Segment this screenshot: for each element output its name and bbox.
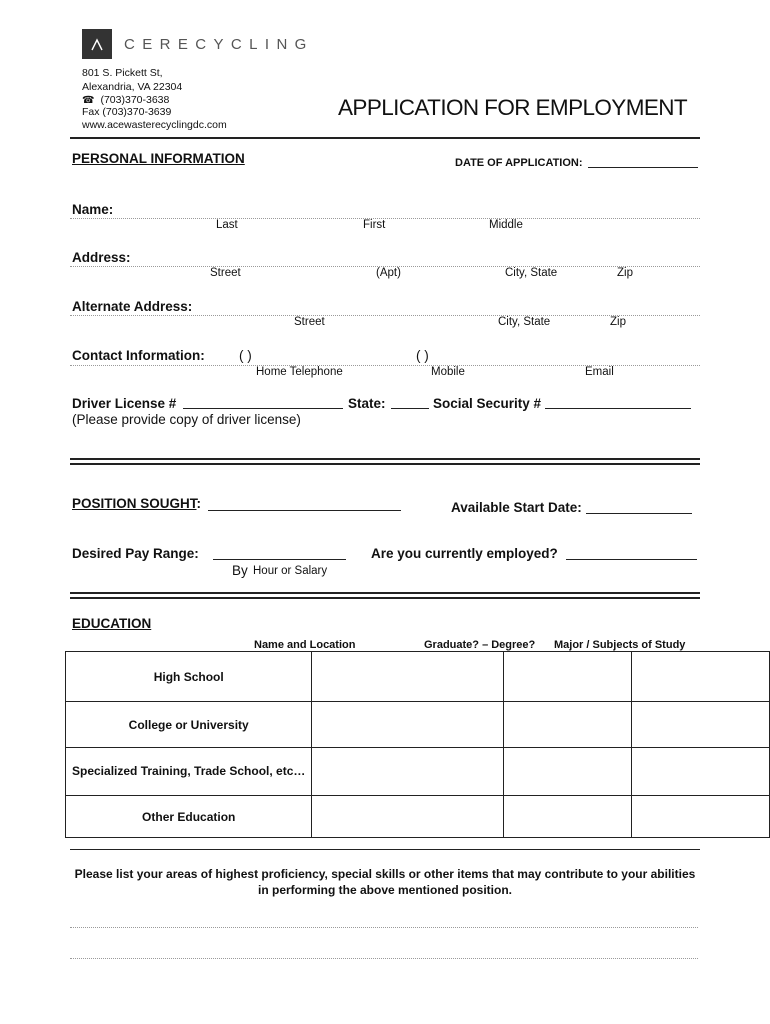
- edu-header-graduate-degree: Graduate? – Degree?: [424, 639, 536, 651]
- address-zip-label: Zip: [617, 267, 633, 279]
- edu-degree-cell[interactable]: [504, 748, 631, 796]
- table-row: [66, 652, 770, 702]
- edu-row-label: Other Education: [66, 796, 312, 838]
- alt-address-label: Alternate Address:: [72, 299, 193, 314]
- company-phone-line: [82, 94, 169, 106]
- address-street-label: Street: [210, 267, 241, 279]
- form-title: APPLICATION FOR EMPLOYMENT: [338, 95, 688, 120]
- contact-label: Contact Information:: [72, 348, 205, 363]
- company-logo: [82, 29, 112, 59]
- mobile-area-code[interactable]: ( ): [416, 348, 429, 363]
- company-phone: (703)370-3638: [100, 94, 170, 106]
- position-sought-line: [72, 496, 201, 511]
- alt-address-zip-label: Zip: [610, 316, 626, 328]
- position-sought-label: POSITION SOUGHT: [72, 496, 197, 511]
- driver-license-label: Driver License #: [72, 396, 177, 411]
- ssn-label: Social Security #: [433, 396, 542, 411]
- edu-name-location-cell[interactable]: [312, 702, 504, 748]
- edu-major-cell[interactable]: [631, 702, 769, 748]
- mobile-label: Mobile: [431, 366, 465, 378]
- edu-header-major: Major / Subjects of Study: [554, 639, 686, 651]
- start-date-label: Available Start Date:: [451, 500, 582, 515]
- driver-license-field[interactable]: [183, 398, 343, 409]
- date-of-application-field[interactable]: [588, 157, 698, 168]
- company-fax: Fax (703)370-3639: [82, 106, 172, 118]
- logo-text: CERECYCLING: [124, 36, 314, 53]
- pay-range-field[interactable]: [213, 549, 346, 560]
- currently-employed-label: Are you currently employed?: [371, 546, 558, 561]
- edu-row-label: High School: [66, 652, 312, 702]
- edu-degree-cell[interactable]: [504, 702, 631, 748]
- company-street: 801 S. Pickett St,: [82, 67, 163, 79]
- edu-degree-cell[interactable]: [504, 796, 631, 838]
- pay-by-label: By: [232, 563, 248, 578]
- home-phone-area-code[interactable]: ( ): [239, 348, 252, 363]
- education-table: [65, 651, 770, 838]
- alt-address-field[interactable]: [70, 315, 700, 316]
- logo-mark-icon: [82, 29, 112, 59]
- address-apt-label: (Apt): [376, 267, 401, 279]
- edu-row-label: College or University: [66, 702, 312, 748]
- edu-name-location-cell[interactable]: [312, 748, 504, 796]
- education-title: EDUCATION: [72, 616, 152, 631]
- email-label: Email: [585, 366, 614, 378]
- edu-name-location-cell[interactable]: [312, 796, 504, 838]
- edu-name-location-cell[interactable]: [312, 652, 504, 702]
- state-field[interactable]: [391, 398, 429, 409]
- license-note: (Please provide copy of driver license): [72, 412, 301, 427]
- skills-answer-line-2[interactable]: [70, 958, 698, 959]
- date-of-application-label: DATE OF APPLICATION:: [455, 157, 583, 169]
- edu-major-cell[interactable]: [631, 652, 769, 702]
- name-first-label: First: [363, 219, 386, 231]
- start-date-field[interactable]: [586, 503, 692, 514]
- pay-range-label: Desired Pay Range:: [72, 546, 199, 561]
- table-row: [66, 796, 770, 838]
- address-label: Address:: [72, 250, 131, 265]
- position-sought-field[interactable]: [208, 500, 401, 511]
- edu-major-cell[interactable]: [631, 796, 769, 838]
- skills-rule: [70, 849, 700, 850]
- table-row: [66, 748, 770, 796]
- state-label: State:: [348, 396, 386, 411]
- name-last-label: Last: [216, 219, 238, 231]
- skills-instructions: Please list your areas of highest proficiency, special skills or other items that may contribute to your abilities in performing the above mentioned position.: [74, 867, 696, 897]
- home-telephone-label: Home Telephone: [256, 366, 343, 378]
- edu-header-name-location: Name and Location: [254, 639, 356, 651]
- table-row: [66, 702, 770, 748]
- ssn-field[interactable]: [545, 398, 691, 409]
- phone-icon: ☎: [82, 95, 95, 106]
- alt-address-city-state-label: City, State: [498, 316, 551, 328]
- position-sought-colon: :: [196, 496, 202, 511]
- name-label: Name:: [72, 202, 114, 217]
- alt-address-street-label: Street: [294, 316, 325, 328]
- address-city-state-label: City, State: [505, 267, 558, 279]
- skills-answer-line-1[interactable]: [70, 927, 698, 928]
- section-divider-2: [70, 592, 700, 599]
- section-divider: [70, 458, 700, 465]
- edu-degree-cell[interactable]: [504, 652, 631, 702]
- company-website[interactable]: www.acewasterecyclingdc.com: [82, 119, 227, 131]
- header-rule: [70, 137, 700, 139]
- currently-employed-field[interactable]: [566, 549, 697, 560]
- edu-major-cell[interactable]: [631, 748, 769, 796]
- company-city: Alexandria, VA 22304: [82, 81, 183, 93]
- edu-row-label: Specialized Training, Trade School, etc…: [66, 748, 312, 796]
- personal-info-title: PERSONAL INFORMATION: [72, 151, 245, 166]
- hour-salary-label: Hour or Salary: [253, 565, 328, 577]
- name-middle-label: Middle: [489, 219, 523, 231]
